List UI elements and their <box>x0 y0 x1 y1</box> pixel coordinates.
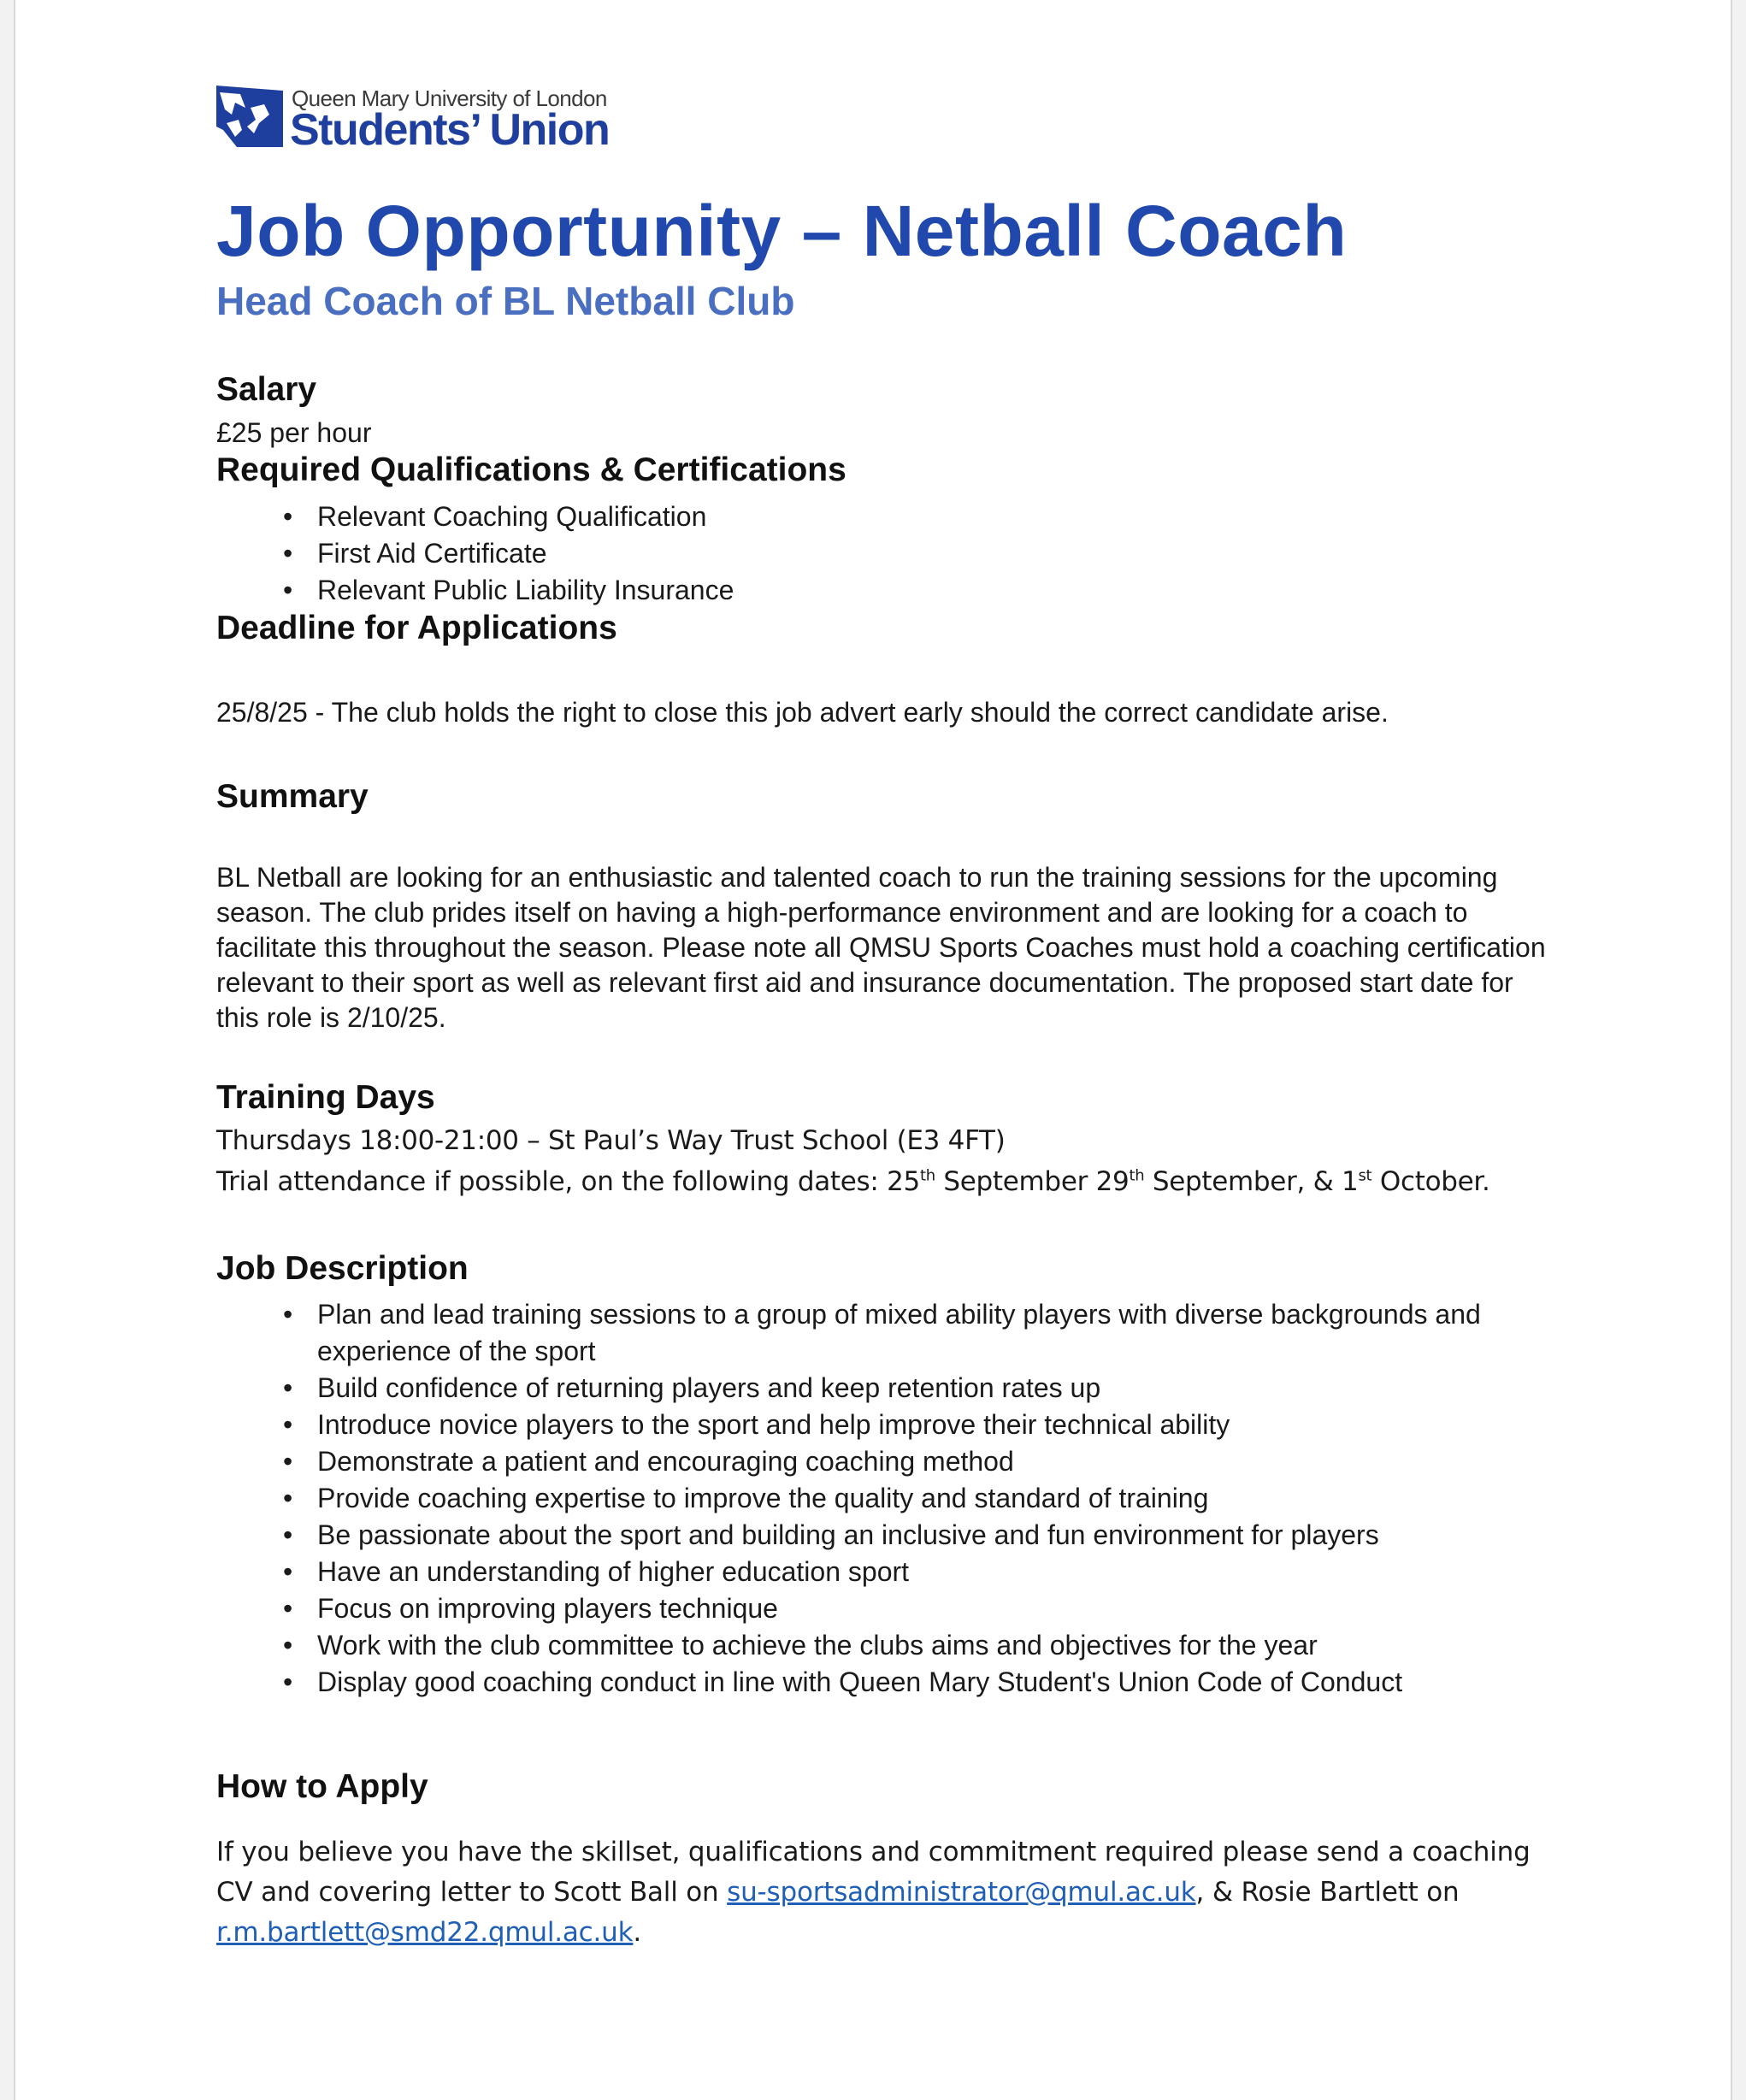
email-link-sports-administrator[interactable]: su-sportsadministrator@qmul.ac.uk <box>727 1877 1196 1908</box>
list-item: • Plan and lead training sessions to a group of mixed ability players with diverse backgrounds and experience of the sport <box>216 1296 1566 1370</box>
job-description-heading: Job Description <box>216 1250 469 1287</box>
bullet-icon: • <box>283 1593 293 1624</box>
training-schedule: Thursdays 18:00-21:00 – St Paul’s Way Trust School (E3 4FT) <box>216 1125 1006 1156</box>
list-item: • Have an understanding of higher education sport <box>216 1554 1566 1590</box>
salary-heading: Salary <box>216 371 317 408</box>
list-item: • Focus on improving players technique <box>216 1590 1566 1627</box>
list-item: • First Aid Certificate <box>216 535 1566 572</box>
bullet-icon: • <box>283 1630 293 1661</box>
list-item: • Relevant Coaching Qualification <box>216 498 1566 535</box>
bullet-icon: • <box>283 1446 293 1477</box>
bullet-icon: • <box>283 575 293 605</box>
list-item: • Relevant Public Liability Insurance <box>216 572 1566 609</box>
list-item: • Work with the club committee to achieve the clubs aims and objectives for the year <box>216 1627 1566 1664</box>
how-to-apply-text: If you believe you have the skillset, qualifications and commitment required please send a coaching CV and covering letter to Scott Ball on su-sportsadministrator@qmul.ac.uk, & Rosie Bartlett on r.m.bartlett@smd22.qmul.ac.uk. <box>216 1837 1531 1948</box>
qualifications-list <box>216 498 1566 609</box>
page-title: Job Opportunity – Netball Coach <box>216 191 1348 271</box>
trial-dates: Trial attendance if possible, on the following dates: 25th September 29th September, & 1st October. <box>216 1166 1490 1197</box>
summary-text: BL Netball are looking for an enthusiastic and talented coach to run the training sessions for the upcoming season. The club prides itself on having a high-performance environment and are looking for a coach to facilitate this throughout the season. Please note all QMSU Sports Coaches must hold a coaching certification relevant to their sport as well as relevant first aid and insurance documentation. The proposed start date for this role is 2/10/25. <box>216 862 1546 1033</box>
deadline-heading: Deadline for Applications <box>216 610 617 646</box>
list-item: • Build confidence of returning players and keep retention rates up <box>216 1370 1566 1407</box>
how-to-apply-heading: How to Apply <box>216 1768 428 1805</box>
bullet-icon: • <box>283 1519 293 1550</box>
logo-students-union: Students’ Union <box>290 105 610 155</box>
list-item: • Display good coaching conduct in line with Queen Mary Student's Union Code of Conduct <box>216 1664 1566 1701</box>
salary-value: £25 per hour <box>216 417 372 448</box>
bullet-icon: • <box>283 538 293 569</box>
bullet-icon: • <box>283 1666 293 1697</box>
bullet-icon: • <box>283 1372 293 1403</box>
qualifications-heading: Required Qualifications & Certifications <box>216 451 846 488</box>
list-item: • Demonstrate a patient and encouraging coaching method <box>216 1443 1566 1480</box>
list-item: • Introduce novice players to the sport and help improve their technical ability <box>216 1407 1566 1443</box>
summary-heading: Summary <box>216 778 369 815</box>
bullet-icon: • <box>283 501 293 532</box>
logo-university-line: Queen Mary University of London <box>292 86 607 111</box>
union-flag-logo-icon <box>216 86 285 147</box>
bullet-icon: • <box>283 1483 293 1513</box>
list-item: • Provide coaching expertise to improve the quality and standard of training <box>216 1480 1566 1517</box>
page-subtitle: Head Coach of BL Netball Club <box>216 279 795 323</box>
bullet-icon: • <box>283 1299 293 1330</box>
bullet-icon: • <box>283 1556 293 1587</box>
bullet-icon: • <box>283 1409 293 1440</box>
students-union-logo <box>216 84 627 155</box>
deadline-text: 25/8/25 - The club holds the right to close this job advert early should the correct candidate arise. <box>216 697 1389 728</box>
job-description-list <box>216 1296 1566 1701</box>
training-heading: Training Days <box>216 1079 435 1116</box>
email-link-rosie-bartlett[interactable]: r.m.bartlett@smd22.qmul.ac.uk <box>216 1917 634 1948</box>
document-page <box>14 0 1732 2100</box>
list-item: • Be passionate about the sport and building an inclusive and fun environment for players <box>216 1517 1566 1554</box>
